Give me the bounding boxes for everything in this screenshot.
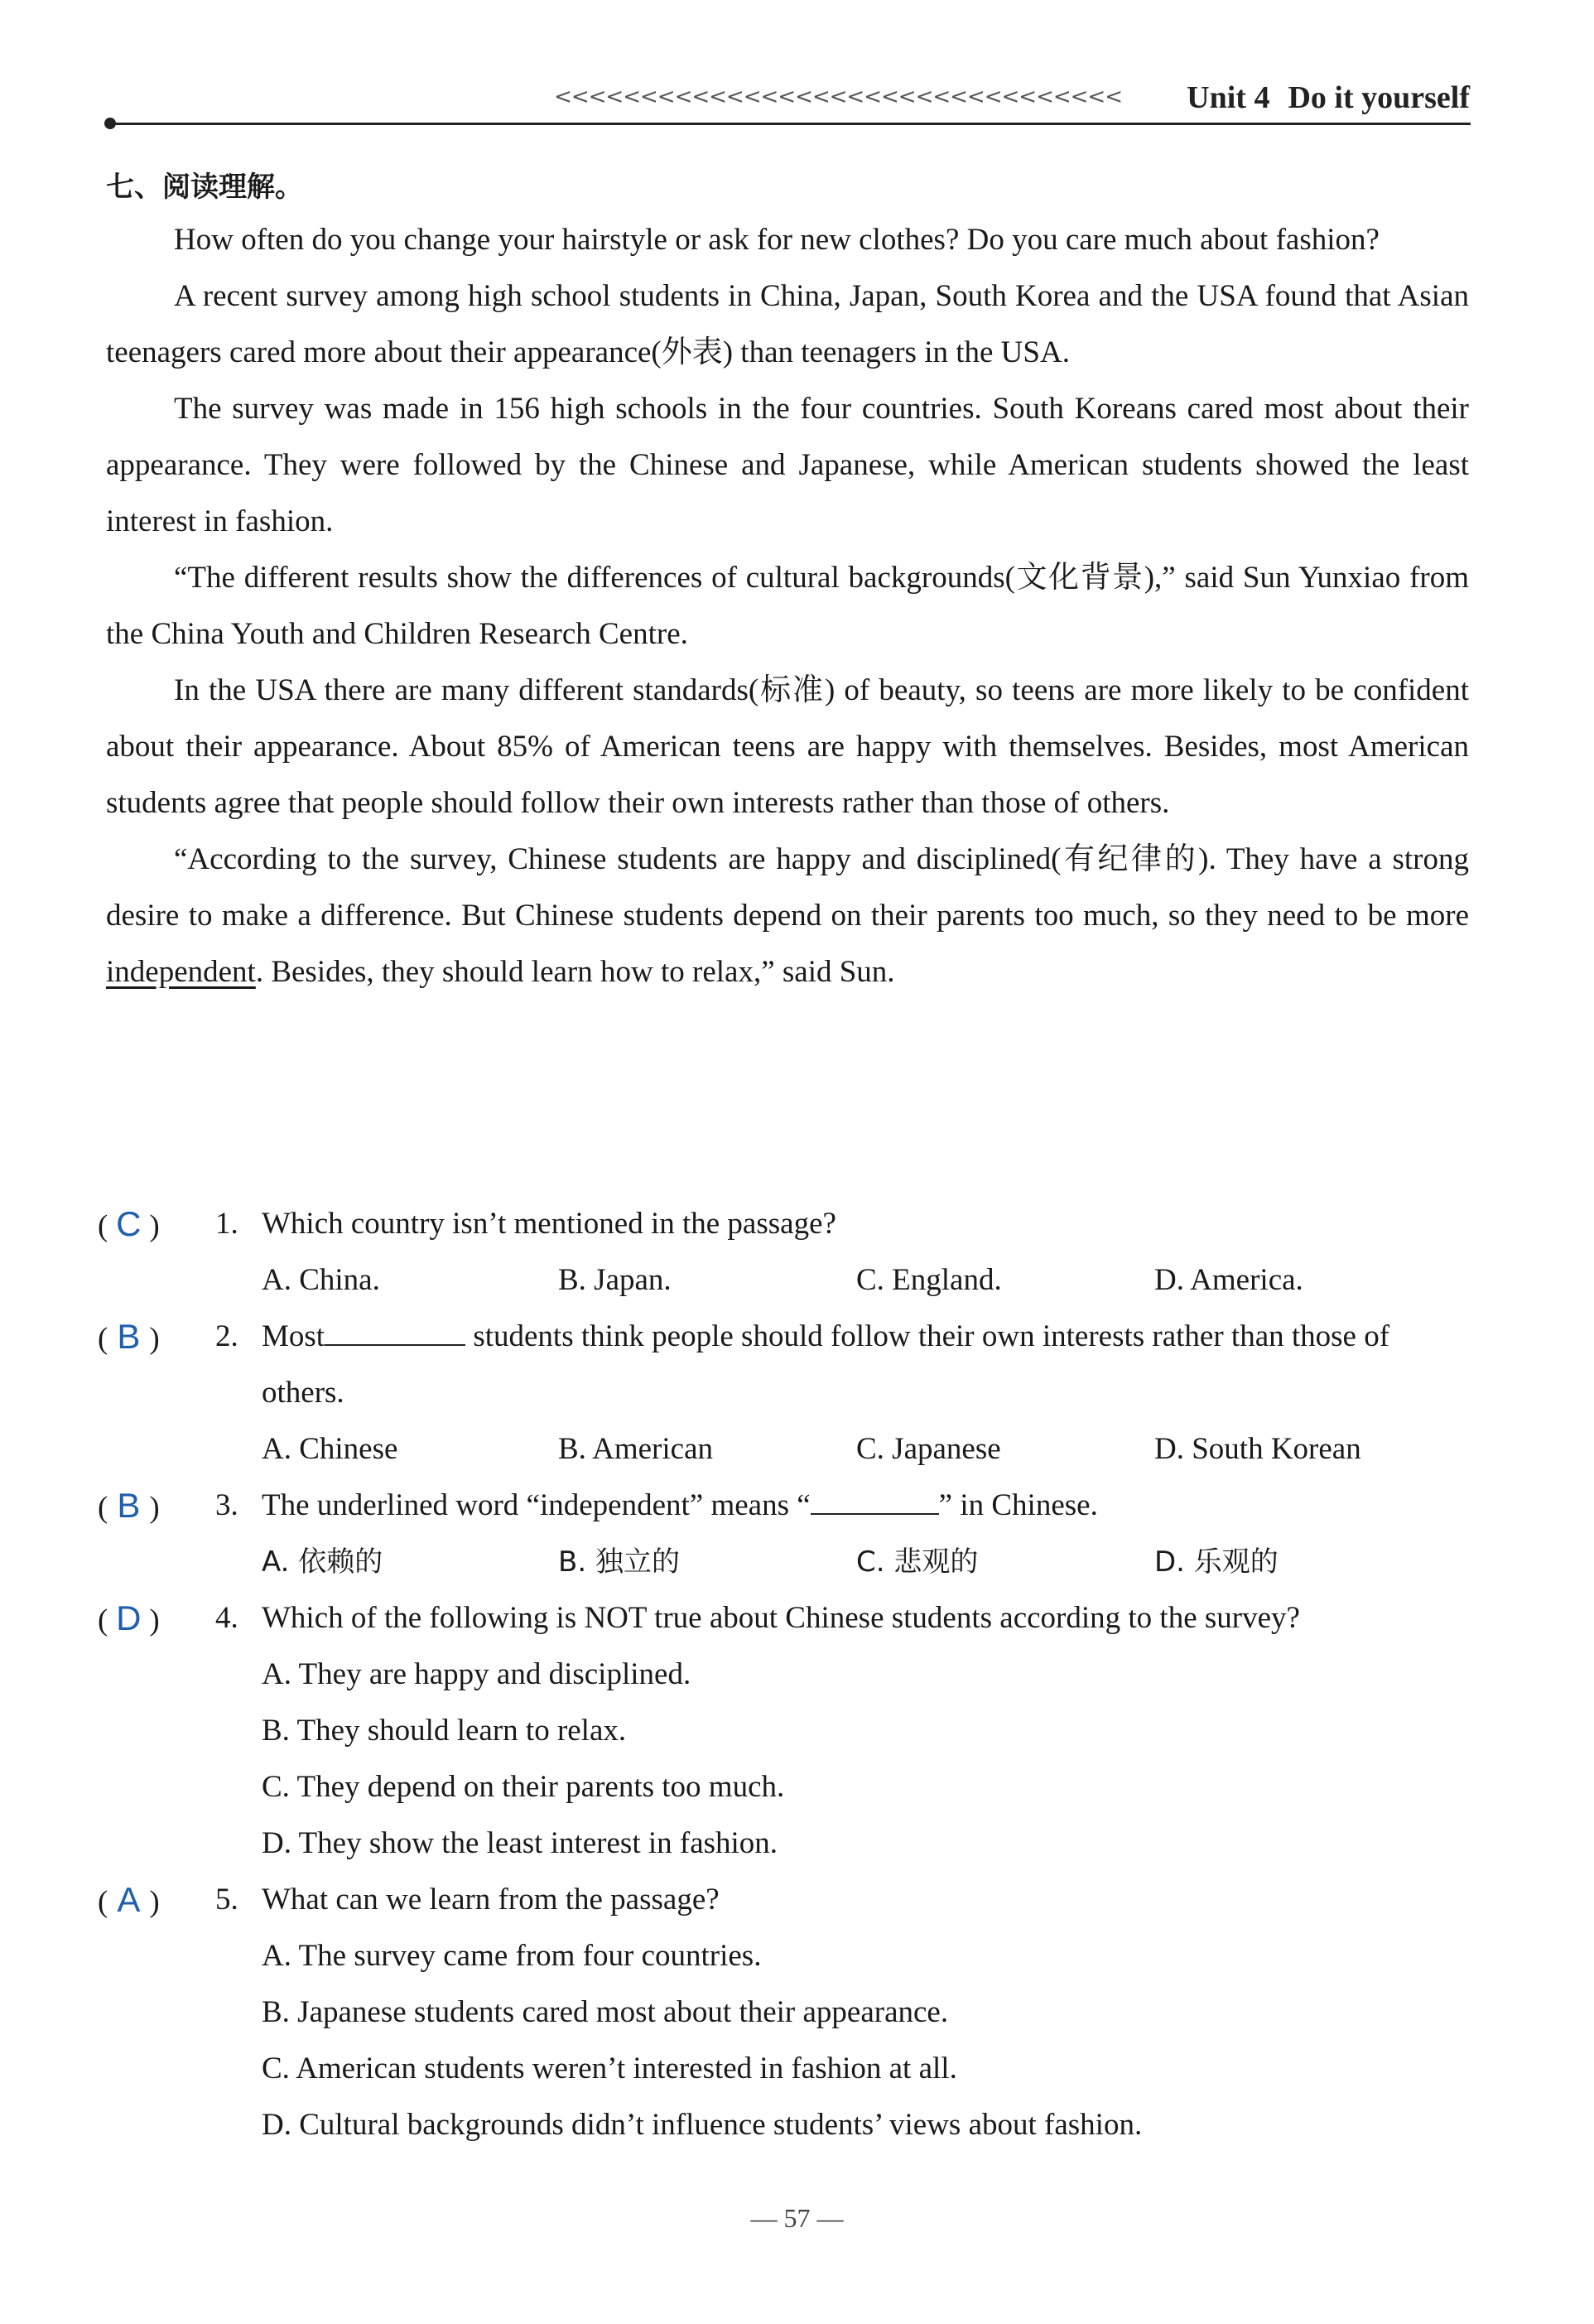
option-a: A. They are happy and disciplined. xyxy=(262,1657,691,1691)
question-stem: Which country isn’t mentioned in the passage? xyxy=(262,1207,836,1241)
option-c: C. American students weren’t interested in fashion at all. xyxy=(262,2052,957,2085)
stem-text: Most xyxy=(262,1319,325,1353)
option-b: B. 独立的 xyxy=(558,1545,680,1579)
option-b: B. American xyxy=(558,1432,714,1466)
question-stem xyxy=(262,1478,1471,1534)
stem-text: students think people should follow their own interests rather than those of others. xyxy=(262,1319,1390,1410)
answer-bracket: ( A ) xyxy=(98,1872,160,1931)
unit-title: Do it yourself xyxy=(1288,80,1470,115)
passage-text: . Besides, they should learn how to relax,” said Sun. xyxy=(255,955,895,989)
question-number: 5. xyxy=(215,1883,238,1917)
answer-bracket: ( B ) xyxy=(98,1478,160,1536)
question-stem: Which of the following is NOT true about Chinese students according to the survey? xyxy=(262,1601,1300,1635)
passage-paragraph: How often do you change your hairstyle or ask for new clothes? Do you care much about fashion? xyxy=(174,223,1380,257)
option-a: A. Chinese xyxy=(262,1432,398,1466)
answer-bracket: ( B ) xyxy=(98,1309,160,1367)
question-number: 2. xyxy=(215,1319,238,1353)
question-number: 3. xyxy=(215,1488,238,1522)
answer-letter: B xyxy=(117,1317,141,1356)
option-a: A. The survey came from four countries. xyxy=(262,1939,762,1973)
option-d: D. South Korean xyxy=(1154,1432,1361,1466)
underlined-word: independent xyxy=(106,955,256,989)
answer-bracket: ( D ) xyxy=(98,1590,160,1649)
option-b: B. Japanese students cared most about their appearance. xyxy=(262,1995,949,2029)
option-d: D. America. xyxy=(1154,1263,1303,1297)
option-a: A. 依赖的 xyxy=(262,1545,383,1579)
header-rule xyxy=(109,123,1471,125)
option-d: D. Cultural backgrounds didn’t influence students’ views about fashion. xyxy=(262,2108,1143,2142)
answer-blank xyxy=(811,1485,939,1515)
answer-letter: C xyxy=(116,1204,142,1243)
page-header xyxy=(104,80,1470,129)
question-number: 1. xyxy=(215,1207,238,1241)
option-b: B. They should learn to relax. xyxy=(262,1714,627,1748)
answer-blank xyxy=(325,1316,465,1346)
section-title: 七、阅读理解。 xyxy=(106,171,303,204)
passage-paragraph xyxy=(106,832,1469,1000)
stem-text: The underlined word “independent” means “ xyxy=(262,1488,811,1522)
question-stem xyxy=(262,1309,1471,1421)
answer-bracket: ( C ) xyxy=(98,1196,160,1255)
option-d: D. They show the least interest in fashion. xyxy=(262,1826,778,1860)
page-number: — 57 — xyxy=(750,2203,844,2233)
passage-paragraph: In the USA there are many different standards(标准) of beauty, so teens are more likely to be confident about their appearance. About 85% of American teens are happy with themselves. Besides, most American students agree that people should follow their own interests rather than those of others. xyxy=(106,673,1469,820)
question-number: 4. xyxy=(215,1601,238,1635)
stem-text: ” in Chinese. xyxy=(938,1488,1098,1522)
header-unit-title xyxy=(1187,80,1470,116)
header-chevrons: <<<<<<<<<<<<<<<<<<<<<<<<<<<<<<<<< xyxy=(554,84,1122,109)
option-c: C. 悲观的 xyxy=(856,1545,979,1579)
question-stem: What can we learn from the passage? xyxy=(262,1883,720,1917)
passage-paragraph: A recent survey among high school students in China, Japan, South Korea and the USA found that Asian teenagers cared more about their appearance(外表) than teenagers in the USA. xyxy=(106,279,1469,369)
answer-letter: D xyxy=(116,1598,142,1637)
answer-letter: B xyxy=(117,1486,141,1525)
option-b: B. Japan. xyxy=(558,1263,672,1297)
answer-letter: A xyxy=(117,1880,141,1919)
option-c: C. England. xyxy=(856,1263,1002,1297)
option-c: C. They depend on their parents too much. xyxy=(262,1770,785,1804)
option-d: D. 乐观的 xyxy=(1154,1545,1279,1579)
passage-paragraph: “The different results show the differences of cultural backgrounds(文化背景),” said Sun Yunxiao from the China Youth and Children Research Centre. xyxy=(106,561,1469,651)
reading-passage xyxy=(106,212,1469,1000)
passage-paragraph: The survey was made in 156 high schools in the four countries. South Koreans cared most about their appearance. They were followed by the Chinese and Japanese, while American students showed the least interest in fashion. xyxy=(106,392,1469,538)
option-a: A. China. xyxy=(262,1263,380,1297)
unit-label: Unit 4 xyxy=(1187,80,1270,115)
option-c: C. Japanese xyxy=(856,1432,1001,1466)
passage-text: “According to the survey, Chinese students are happy and disciplined(有纪律的). They have a strong desire to make a difference. But Chinese students depend on their parents too much, so they need to be more xyxy=(106,842,1469,933)
